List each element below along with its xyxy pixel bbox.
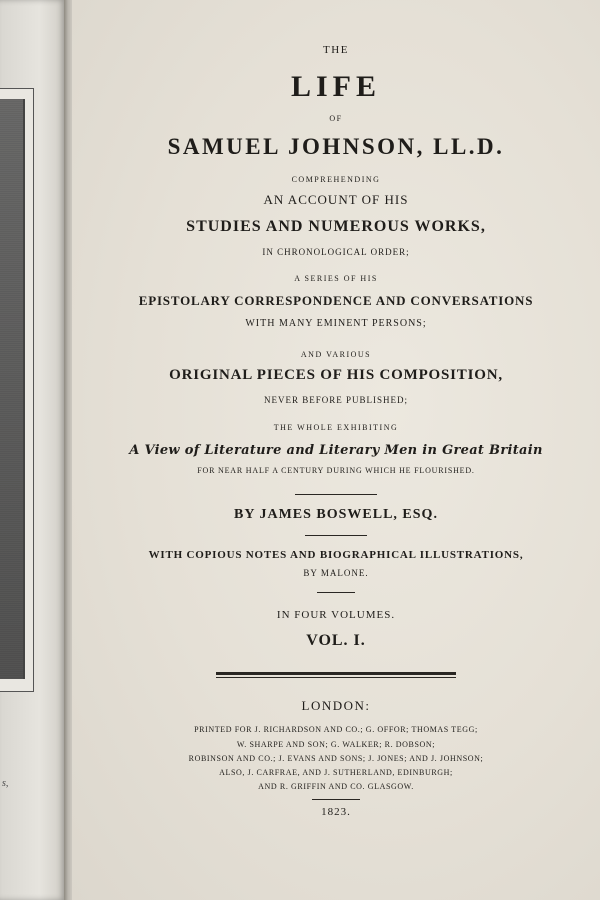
title-subject: SAMUEL JOHNSON, LL.D. [167,134,505,159]
text-volumes: IN FOUR VOLUMES. [276,609,396,621]
title-the: THE [323,44,349,56]
text-author: BY JAMES BOSWELL, ESQ. [234,507,438,522]
engraved-plate-image [0,99,25,679]
text-epistolary: EPISTOLARY CORRESPONDENCE AND CONVERSATIONS [138,293,534,308]
text-chronological: IN CHRONOLOGICAL ORDER; [262,247,410,257]
text-eminent: WITH MANY EMINENT PERSONS; [245,318,427,329]
divider-rule [305,535,367,536]
text-printed-3: ROBINSON AND CO.; J. EVANS AND SONS; J. JONES; AND J. JOHNSON; [188,754,484,763]
text-original: ORIGINAL PIECES OF HIS COMPOSITION, [169,367,503,383]
double-rule [216,672,456,678]
text-half-century: FOR NEAR HALF A CENTURY DURING WHICH HE FLOURISHED. [197,466,475,475]
text-various: AND VARIOUS [300,350,372,359]
text-studies: STUDIES AND NUMEROUS WORKS, [186,218,486,235]
divider-rule [295,494,377,495]
text-year: 1823. [321,806,351,818]
text-account: AN ACCOUNT OF HIS [263,192,409,207]
text-vol: VOL. I. [306,632,366,649]
text-comprehending: COMPREHENDING [291,175,381,184]
engraved-plate-frame [0,88,34,692]
text-notes: WITH COPIOUS NOTES AND BIOGRAPHICAL ILLUSTRATIONS, [148,549,524,561]
text-malone: BY MALONE. [303,568,369,578]
title-of: OF [329,114,343,123]
text-series: A SERIES OF HIS [294,274,378,283]
text-exhibiting: THE WHOLE EXHIBITING [273,423,399,432]
text-never: NEVER BEFORE PUBLISHED; [263,395,408,405]
text-printed-1: PRINTED FOR J. RICHARDSON AND CO.; G. OFFOR; THOMAS TEGG; [194,725,478,734]
title-life: LIFE [290,70,382,103]
frontispiece-page [0,0,66,900]
text-london: LONDON: [301,698,371,713]
divider-rule [312,799,360,800]
text-printed-4: ALSO, J. CARFRAE, AND J. SUTHERLAND, EDINBURGH; [219,768,453,777]
text-printed-5: AND R. GRIFFIN AND CO. GLASGOW. [258,782,414,791]
plate-caption-fragment: s, [2,778,9,789]
text-printed-2: W. SHARPE AND SON; G. WALKER; R. DOBSON; [236,740,436,749]
text-view-of-literature: A View of Literature and Literary Men in Great Britain [129,443,543,458]
divider-rule [317,592,355,593]
title-page [72,0,600,900]
